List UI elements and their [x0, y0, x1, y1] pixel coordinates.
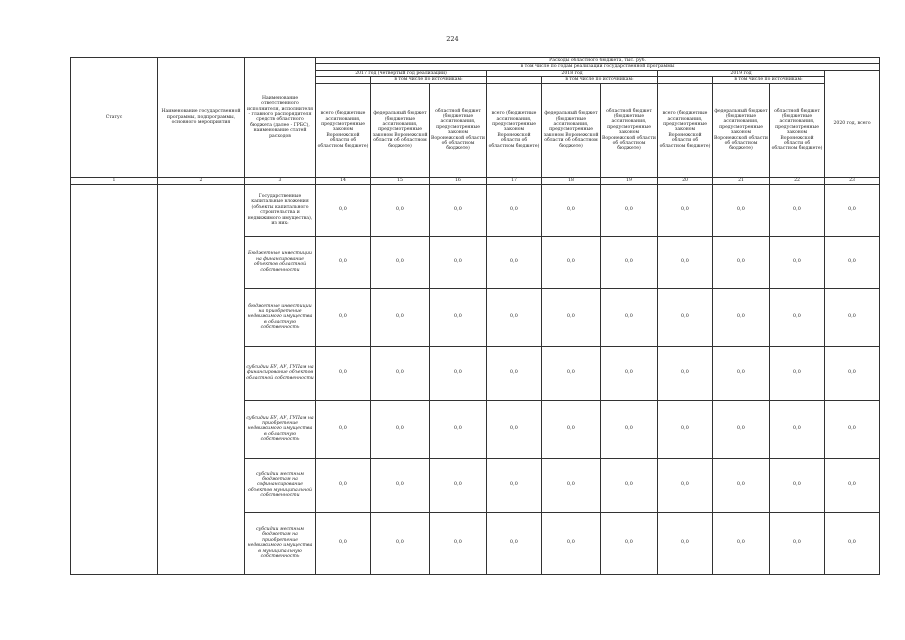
header-2019-by-sources: в том числе по источникам:: [713, 77, 825, 83]
amount-cell: 0,0: [658, 184, 713, 236]
amount-cell: 0,0: [658, 346, 713, 400]
amount-cell: 0,0: [770, 458, 825, 512]
amount-cell: 0,0: [601, 236, 658, 288]
amount-cell: 0,0: [713, 458, 770, 512]
amount-cell: 0,0: [316, 458, 371, 512]
amount-cell: 0,0: [371, 400, 430, 458]
amount-cell: 0,0: [770, 346, 825, 400]
column-number: 19: [601, 177, 658, 184]
amount-cell: 0,0: [316, 288, 371, 346]
amount-cell: 0,0: [430, 184, 487, 236]
column-number: 21: [713, 177, 770, 184]
header-2019-regional: областной бюджет (бюджетные ассигнования, предусмотренные законом Воронежской области об областном бюджете): [770, 83, 825, 177]
amount-cell: 0,0: [713, 288, 770, 346]
header-2018-by-sources: в том числе по источникам:: [542, 77, 658, 83]
header-expenses-title: Расходы областного бюджета, тыс. руб.: [316, 58, 880, 64]
column-number: 16: [430, 177, 487, 184]
amount-cell: 0,0: [542, 346, 601, 400]
header-status: Статус: [71, 58, 158, 178]
amount-cell: 0,0: [487, 288, 542, 346]
amount-cell: 0,0: [713, 512, 770, 574]
amount-cell: 0,0: [713, 346, 770, 400]
column-number: 17: [487, 177, 542, 184]
amount-cell: 0,0: [371, 236, 430, 288]
amount-cell: 0,0: [770, 184, 825, 236]
amount-cell: 0,0: [487, 236, 542, 288]
amount-cell: 0,0: [430, 458, 487, 512]
amount-cell: 0,0: [487, 458, 542, 512]
amount-cell: 0,0: [316, 236, 371, 288]
column-number: 14: [316, 177, 371, 184]
amount-cell: 0,0: [487, 512, 542, 574]
header-2017-by-sources: в том числе по источникам:: [371, 77, 487, 83]
amount-cell: 0,0: [430, 288, 487, 346]
column-number: 3: [245, 177, 316, 184]
table-row: [71, 184, 880, 236]
amount-cell: 0,0: [430, 236, 487, 288]
amount-cell: 0,0: [601, 400, 658, 458]
header-2018-federal: федеральный бюджет (бюджетные ассигнования, предусмотренные законом Воронежской области об областном бюджете): [542, 83, 601, 177]
amount-cell: 0,0: [542, 288, 601, 346]
column-number: 22: [770, 177, 825, 184]
amount-cell: 0,0: [713, 184, 770, 236]
status-cell: [71, 184, 158, 574]
header-year-2019: 2019 год: [658, 70, 825, 76]
amount-cell: 0,0: [658, 288, 713, 346]
amount-cell: 0,0: [371, 184, 430, 236]
budget-table: [70, 57, 880, 575]
amount-cell: 0,0: [430, 400, 487, 458]
amount-cell: 0,0: [658, 512, 713, 574]
expense-item-label: субсидии местным бюджетам на приобретение недвижимого имущества в муниципальную собственность: [245, 512, 316, 574]
amount-cell: 0,0: [430, 512, 487, 574]
header-by-years: в том числе по годам реализации государственной программы: [316, 64, 880, 70]
column-number: 15: [371, 177, 430, 184]
expense-item-label: субсидии местным бюджетам на софинансирование объектов муниципальной собственности: [245, 458, 316, 512]
amount-cell: 0,0: [371, 288, 430, 346]
amount-cell: 0,0: [542, 236, 601, 288]
amount-cell: 0,0: [825, 400, 880, 458]
column-number: 20: [658, 177, 713, 184]
column-number: 1: [71, 177, 158, 184]
header-year-2018: 2018 год: [487, 70, 658, 76]
header-2018-total: всего (бюджетные ассигнования, предусмотренные законом Воронежской области об областном бюджете): [487, 83, 542, 177]
amount-cell: 0,0: [487, 184, 542, 236]
amount-cell: 0,0: [770, 236, 825, 288]
amount-cell: 0,0: [658, 236, 713, 288]
amount-cell: 0,0: [371, 346, 430, 400]
amount-cell: 0,0: [316, 184, 371, 236]
amount-cell: 0,0: [825, 236, 880, 288]
header-executor: Наименование ответственного исполнителя, исполнителя - главного распорядителя средств областного бюджета (далее - ГРБС), наименование статей расходов: [245, 58, 316, 178]
expense-item-label: субсидии БУ, АУ, ГУПам на приобретение недвижимого имущества в областную собственность: [245, 400, 316, 458]
amount-cell: 0,0: [770, 288, 825, 346]
expense-item-label: Государственные капитальные вложения (объекты капитального строительства и недвижимого имущества), из них:: [245, 184, 316, 236]
amount-cell: 0,0: [542, 512, 601, 574]
amount-cell: 0,0: [316, 512, 371, 574]
amount-cell: 0,0: [601, 288, 658, 346]
amount-cell: 0,0: [601, 458, 658, 512]
amount-cell: 0,0: [658, 400, 713, 458]
column-number-row: [71, 177, 880, 184]
header-2017-total: всего (бюджетные ассигнования, предусмотренные законом Воронежской области об областном бюджете): [316, 83, 371, 177]
header-2017-federal: федеральный бюджет (бюджетные ассигнования, предусмотренные законом Воронежской области об областном бюджете): [371, 83, 430, 177]
amount-cell: 0,0: [825, 288, 880, 346]
page-number: 224: [446, 35, 459, 43]
amount-cell: 0,0: [371, 458, 430, 512]
expense-item-label: бюджетные инвестиции на приобретение недвижимого имущества в областную собственность: [245, 288, 316, 346]
column-number: 18: [542, 177, 601, 184]
amount-cell: 0,0: [371, 512, 430, 574]
amount-cell: 0,0: [542, 400, 601, 458]
amount-cell: 0,0: [713, 236, 770, 288]
column-number: 23: [825, 177, 880, 184]
amount-cell: 0,0: [825, 458, 880, 512]
header-program-name: Наименование государственной программы, подпрограммы, основного мероприятия: [158, 58, 245, 178]
amount-cell: 0,0: [430, 346, 487, 400]
amount-cell: 0,0: [825, 184, 880, 236]
amount-cell: 0,0: [316, 400, 371, 458]
amount-cell: 0,0: [658, 458, 713, 512]
amount-cell: 0,0: [770, 512, 825, 574]
expense-item-label: субсидии БУ, АУ, ГУПам на финансирование объектов областной собственности: [245, 346, 316, 400]
header-year-2017: 2017 год (четвертый год реализации): [316, 70, 487, 76]
amount-cell: 0,0: [770, 400, 825, 458]
amount-cell: 0,0: [601, 346, 658, 400]
amount-cell: 0,0: [316, 346, 371, 400]
amount-cell: 0,0: [487, 346, 542, 400]
program-name-cell: [158, 184, 245, 574]
column-number: 2: [158, 177, 245, 184]
header-2019-federal: федеральный бюджет (бюджетные ассигнования, предусмотренные законом Воронежской области об областном бюджете): [713, 83, 770, 177]
amount-cell: 0,0: [825, 346, 880, 400]
header-2018-regional: областной бюджет (бюджетные ассигнования, предусмотренные законом Воронежской области об областном бюджете): [601, 83, 658, 177]
amount-cell: 0,0: [601, 512, 658, 574]
amount-cell: 0,0: [487, 400, 542, 458]
amount-cell: 0,0: [542, 184, 601, 236]
amount-cell: 0,0: [825, 512, 880, 574]
amount-cell: 0,0: [601, 184, 658, 236]
header-2017-regional: областной бюджет (бюджетные ассигнования, предусмотренные законом Воронежской области об областном бюджете): [430, 83, 487, 177]
header-2019-total: всего (бюджетные ассигнования, предусмотренные законом Воронежской области об областном бюджете): [658, 83, 713, 177]
amount-cell: 0,0: [713, 400, 770, 458]
expense-item-label: Бюджетные инвестиции на финансирование объектов областной собственности: [245, 236, 316, 288]
amount-cell: 0,0: [542, 458, 601, 512]
header-year-2020-total: 2020 год, всего: [825, 70, 880, 177]
